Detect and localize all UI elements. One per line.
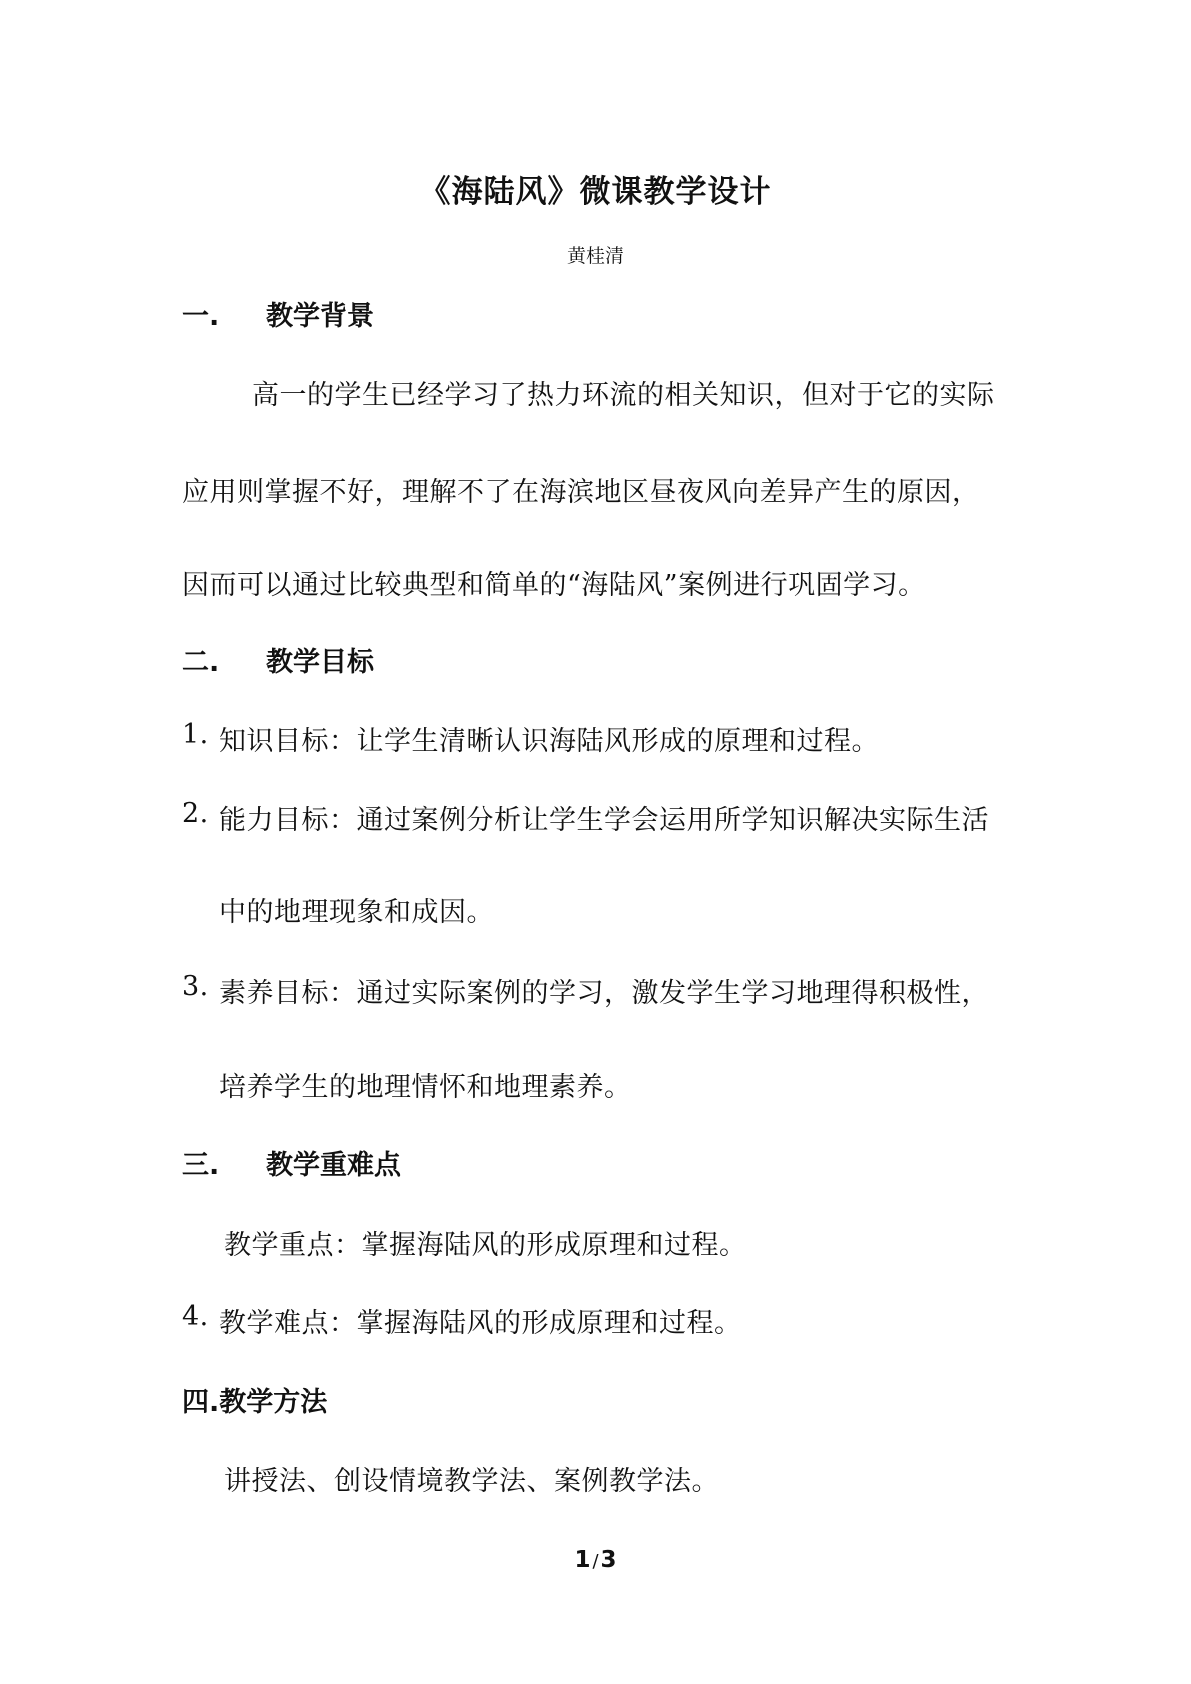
paragraph-line: 因而可以通过比较典型和简单的“海陆风”案例进行巩固学习。 xyxy=(182,570,926,601)
section-heading-background xyxy=(182,294,374,333)
list-item-number: 1. xyxy=(182,719,209,750)
section-number: 一. xyxy=(182,301,220,332)
list-item-text: 知识目标：让学生清晰认识海陆风形成的原理和过程。 xyxy=(219,726,879,757)
list-item-number: 3. xyxy=(182,971,209,1002)
section-heading-objectives xyxy=(182,640,374,679)
section-title: 教学方法 xyxy=(219,1387,328,1418)
section-title: 教学目标 xyxy=(266,647,374,678)
section-heading-key-points xyxy=(182,1143,401,1182)
difficult-point-text: 教学难点：掌握海陆风的形成原理和过程。 xyxy=(219,1308,742,1339)
document-title: 《海陆风》微课教学设计 xyxy=(419,174,772,210)
section-heading-methods xyxy=(182,1380,327,1419)
section-number: 四. xyxy=(182,1387,220,1418)
section-title: 教学背景 xyxy=(266,301,374,332)
section-number: 二. xyxy=(182,647,220,678)
key-point-text: 教学重点：掌握海陆风的形成原理和过程。 xyxy=(224,1230,747,1261)
paragraph-line: 应用则掌握不好，理解不了在海滨地区昼夜风向差异产生的原因， xyxy=(182,477,980,508)
page-total: 3 xyxy=(600,1547,617,1573)
document-author: 黄桂清 xyxy=(566,245,624,267)
page-separator: / xyxy=(592,1551,599,1572)
section-number: 三. xyxy=(182,1150,220,1181)
list-item-text: 能力目标：通过案例分析让学生学会运用所学知识解决实际生活 xyxy=(219,805,989,836)
list-item-number: 2. xyxy=(182,798,209,829)
list-item-text: 素养目标：通过实际案例的学习，激发学生学习地理得积极性， xyxy=(219,978,989,1009)
section-title: 教学重难点 xyxy=(266,1150,401,1181)
list-item-text: 中的地理现象和成因。 xyxy=(219,897,494,928)
methods-text: 讲授法、创设情境教学法、案例教学法。 xyxy=(224,1466,719,1497)
paragraph-line: 高一的学生已经学习了热力环流的相关知识，但对于它的实际 xyxy=(252,380,995,411)
list-item-text: 培养学生的地理情怀和地理素养。 xyxy=(219,1072,632,1103)
list-item-number: 4. xyxy=(182,1301,209,1332)
page-current: 1 xyxy=(574,1547,591,1573)
page-number xyxy=(0,1547,1191,1573)
